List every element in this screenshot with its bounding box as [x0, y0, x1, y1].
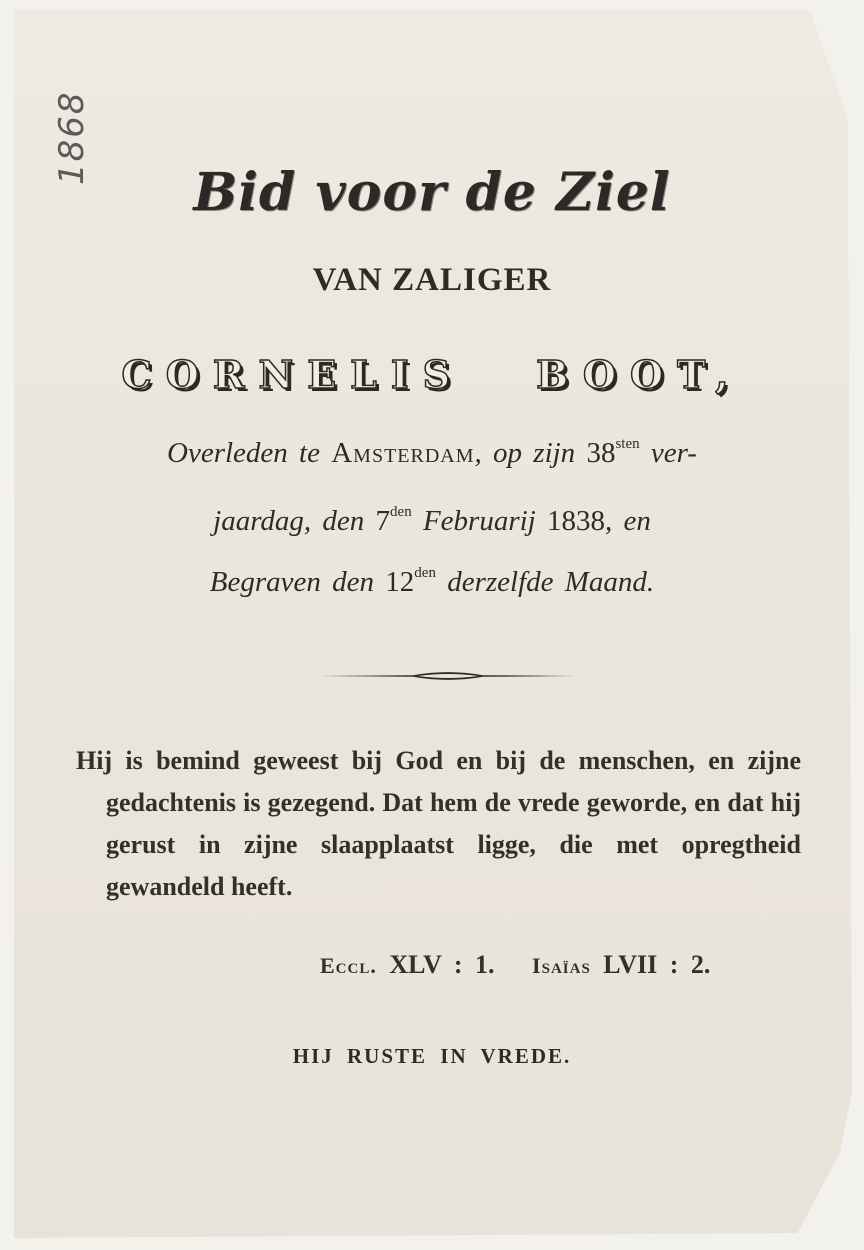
death-day-suffix: den [390, 504, 412, 520]
death-text-3: ver- [650, 437, 697, 469]
ref-chapter-1: XLV : 1. [389, 950, 495, 979]
closing-line: HIJ RUSTE IN VREDE. [292, 1044, 572, 1068]
burial-text-2: derzelfde Maand. [447, 566, 655, 598]
deceased-name [0, 352, 864, 397]
ref-book-ecclesiasticus: Eccl. [320, 953, 377, 978]
ref-chapter-2: LVII : 2. [603, 950, 711, 979]
scripture-text [76, 740, 801, 908]
age-number: 38 [586, 437, 616, 469]
burial-text: Begraven den [209, 566, 375, 598]
burial-line [0, 565, 864, 599]
handwritten-catalog-number: 1868 [52, 90, 92, 185]
death-city: Amsterdam [331, 437, 475, 469]
scripture-paragraph: Hij is bemind geweest bij God en bij de menschen, en zijne gedachtenis is gezegend. Dat hem de vrede geworde, en dat hij gerust in zijne slaapplaatst ligge, die met opregtheid gewandeld heeft. [76, 746, 801, 901]
date-text-2: , en [604, 505, 651, 537]
burial-day: 12 [385, 566, 415, 598]
ornamental-divider [318, 668, 578, 684]
scripture-reference [320, 950, 710, 980]
date-text: jaardag, den [213, 505, 365, 537]
death-text-2: , op zijn [474, 437, 576, 469]
card-subtitle: VAN ZALIGER [312, 262, 552, 298]
deceased-last-name: BOOT, [536, 352, 743, 397]
death-day: 7 [375, 505, 391, 537]
deceased-first-name: CORNELIS [121, 352, 465, 397]
death-month: Februarij [422, 505, 536, 537]
death-year: 1838 [546, 505, 605, 537]
age-suffix: sten [615, 436, 640, 452]
death-line-1 [0, 436, 864, 470]
death-line-2 [0, 504, 864, 538]
ref-book-isaiah: Isaïas [532, 953, 591, 978]
card-title: Bid voor de Ziel [193, 162, 671, 223]
burial-day-suffix: den [414, 565, 436, 581]
death-text: Overleden te [167, 437, 320, 469]
